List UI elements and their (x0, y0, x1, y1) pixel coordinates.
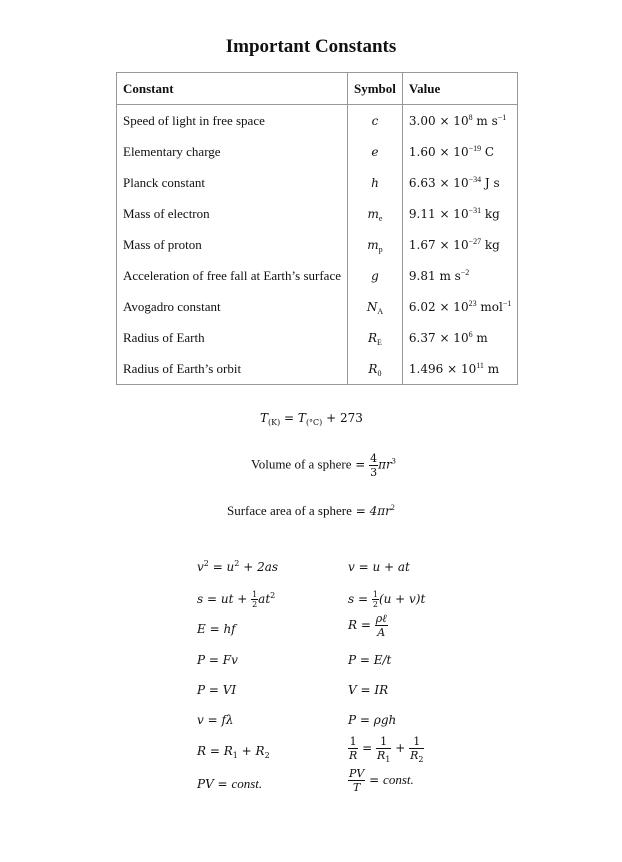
f6-a: R = (348, 618, 375, 632)
formula-ohm (348, 683, 388, 697)
table-row (117, 291, 518, 322)
table-row (117, 198, 518, 229)
volume-fraction (369, 452, 378, 479)
f16-b: const. (383, 772, 414, 787)
formula-power-vi (197, 683, 236, 697)
f14-d2: R (376, 749, 386, 762)
f16-num: PV (349, 767, 365, 780)
value-mantissa: 1.67 × 10 (408, 237, 469, 252)
table-row (117, 322, 518, 353)
header-value: Value (402, 73, 517, 105)
value-unit: J s (481, 175, 500, 190)
constant-value (402, 136, 517, 167)
f14-eq: = (358, 741, 376, 755)
kelvin-eq: = (280, 411, 298, 425)
value-exponent: −31 (468, 205, 482, 215)
f14-frac3 (409, 735, 424, 762)
symbol-letter: c (371, 113, 379, 128)
f6-den: A (377, 626, 386, 639)
kelvin-rhs: T (297, 411, 306, 425)
f3-a: s = ut + (197, 592, 252, 606)
value-mantissa: 9.81 m s (408, 268, 461, 283)
f1-a: v (197, 560, 204, 574)
value-mantissa: 3.00 × 10 (408, 113, 469, 128)
value-unit: kg (481, 237, 500, 252)
volume-tail: πr (378, 457, 392, 472)
table-row (117, 136, 518, 167)
f5-text: E = hf (197, 622, 236, 636)
f14-n2: 1 (376, 735, 391, 749)
value-exponent: 8 (468, 112, 473, 122)
volume-eq: = (351, 457, 370, 472)
symbol-subscript: E (377, 337, 382, 347)
f14-frac1 (348, 735, 358, 762)
table-row (117, 229, 518, 260)
f6-num: ρℓ (375, 612, 387, 625)
formula-power-et (348, 653, 391, 667)
f7-text: P = Fv (197, 653, 238, 667)
value-unit: kg (481, 206, 500, 221)
symbol-letter: e (371, 144, 379, 159)
constant-value (402, 291, 517, 322)
f16-eq: = (365, 773, 384, 787)
value-unit: m (483, 361, 500, 376)
f14-n1: 1 (349, 735, 357, 748)
constant-symbol (348, 105, 403, 137)
value-mantissa: 6.63 × 10 (408, 175, 469, 190)
constant-symbol (348, 229, 403, 260)
f14-frac2 (376, 735, 391, 762)
formula-volume (251, 452, 396, 479)
value-unit: mol (476, 299, 503, 314)
constant-name: Speed of light in free space (117, 105, 348, 137)
formula-suvat-1 (197, 560, 278, 574)
table-row (117, 260, 518, 291)
value-exponent: −27 (468, 236, 482, 246)
constant-value (402, 229, 517, 260)
symbol-letter: h (371, 175, 379, 190)
f4-num: 1 (372, 590, 378, 599)
f14-d2-wrap (376, 749, 391, 762)
kelvin-lhs-sub: (K) (268, 418, 281, 427)
formula-surface (227, 503, 395, 519)
table-header-row (117, 73, 518, 105)
f10-text: V = IR (348, 683, 389, 697)
f13-a: R = R (197, 744, 233, 758)
constant-name: Planck constant (117, 167, 348, 198)
f1-b: = u (208, 560, 235, 574)
f15-b: const. (231, 776, 263, 791)
f3-b: at (258, 592, 271, 606)
header-symbol: Symbol (348, 73, 403, 105)
f4-b: (u + v)t (378, 592, 426, 606)
symbol-letter: N (366, 299, 378, 314)
f16-den: T (353, 781, 361, 794)
f15-a: PV = (197, 777, 232, 791)
surface-exp: 2 (390, 503, 395, 512)
formula-suvat-2 (348, 560, 410, 574)
constant-name: Mass of proton (117, 229, 348, 260)
value-unit: m (472, 330, 488, 345)
constant-name: Radius of Earth’s orbit (117, 353, 348, 385)
f1-a-exp: 2 (203, 559, 209, 568)
f14-d3: R (410, 749, 419, 762)
value-unit: C (481, 144, 495, 159)
formula-suvat-3 (197, 590, 275, 609)
f3-b-exp: 2 (270, 591, 276, 600)
f6-fraction (375, 612, 388, 639)
formula-pressure (348, 713, 396, 727)
volume-exp: 3 (391, 456, 396, 466)
f12-text: P = ρgh (348, 713, 397, 727)
formula-suvat-4 (348, 590, 425, 609)
f4-a: s = (348, 592, 372, 606)
constant-name: Elementary charge (117, 136, 348, 167)
constant-symbol (348, 136, 403, 167)
value-mantissa: 9.11 × 10 (408, 206, 469, 221)
value-mantissa: 1.496 × 10 (408, 361, 477, 376)
value-exponent: −2 (460, 267, 470, 277)
symbol-letter: m (367, 206, 379, 221)
f9-text: P = VI (197, 683, 237, 697)
value-mantissa: 1.60 × 10 (408, 144, 469, 159)
formula-parallel-resistance (348, 735, 424, 762)
value-unit-exponent: −1 (497, 112, 507, 122)
symbol-letter: m (367, 237, 379, 252)
constant-symbol (348, 167, 403, 198)
value-exponent: −19 (468, 143, 482, 153)
formula-series-resistance (197, 744, 270, 758)
formula-power-fv (197, 653, 238, 667)
volume-num: 4 (370, 452, 378, 465)
f13-b: + R (237, 744, 265, 758)
formula-wave (197, 713, 234, 727)
f13-b-sub: 2 (264, 751, 270, 760)
f14-d2-sub: 1 (385, 755, 391, 764)
constant-symbol (348, 291, 403, 322)
surface-tail: 4πr (369, 504, 391, 518)
symbol-subscript: p (378, 244, 383, 254)
f14-n3: 1 (409, 735, 424, 749)
value-exponent: 23 (468, 298, 477, 308)
f1-c: + 2as (239, 560, 279, 574)
symbol-subscript: e (378, 213, 383, 223)
f14-plus: + (391, 741, 410, 755)
header-constant: Constant (117, 73, 348, 105)
constant-name: Avogadro constant (117, 291, 348, 322)
constant-name: Radius of Earth (117, 322, 348, 353)
constant-symbol (348, 260, 403, 291)
symbol-subscript: A (377, 306, 384, 316)
f11-text: v = fλ (197, 713, 234, 727)
table-row (117, 105, 518, 137)
constant-symbol (348, 322, 403, 353)
f4-den: 2 (372, 600, 378, 609)
surface-eq: = (351, 504, 370, 518)
volume-label: Volume of a sphere (251, 456, 352, 472)
value-unit: m s (472, 113, 498, 128)
volume-den: 3 (370, 466, 378, 479)
table-row (117, 167, 518, 198)
f16-fraction (348, 767, 365, 794)
f3-den: 2 (252, 600, 258, 609)
value-unit-exponent: −1 (502, 298, 512, 308)
value-mantissa: 6.02 × 10 (408, 299, 469, 314)
constant-value (402, 198, 517, 229)
f14-d1: R (349, 749, 358, 762)
f14-d3-sub: 2 (418, 755, 424, 764)
constant-value (402, 167, 517, 198)
constant-value (402, 322, 517, 353)
f4-fraction (372, 590, 379, 609)
symbol-letter: R (367, 330, 378, 345)
constant-value (402, 353, 517, 385)
table-row (117, 353, 518, 385)
constant-name: Mass of electron (117, 198, 348, 229)
f1-b-exp: 2 (234, 559, 240, 568)
constant-value (402, 105, 517, 137)
formula-energy-photon (197, 622, 236, 636)
kelvin-rhs-sub: (°C) (305, 418, 323, 427)
f8-text: P = E/t (348, 653, 392, 667)
value-mantissa: 6.37 × 10 (408, 330, 469, 345)
formula-ideal-gas (348, 767, 414, 794)
constant-symbol (348, 198, 403, 229)
constants-table (116, 72, 518, 385)
constant-name: Acceleration of free fall at Earth’s surface (117, 260, 348, 291)
formula-resistivity (348, 612, 388, 639)
symbol-subscript: 0 (377, 368, 382, 378)
kelvin-tail: + 273 (322, 411, 363, 425)
f3-num: 1 (252, 590, 258, 599)
f14-d3-wrap (409, 749, 424, 762)
formula-kelvin (260, 410, 363, 426)
value-exponent: 11 (476, 360, 484, 370)
symbol-letter: R (368, 361, 378, 376)
kelvin-lhs: T (260, 411, 269, 425)
surface-label: Surface area of a sphere (227, 503, 352, 518)
f13-a-sub: 1 (232, 751, 238, 760)
page-title: Important Constants (225, 36, 397, 57)
value-exponent: 6 (468, 329, 473, 339)
symbol-letter: g (371, 268, 379, 283)
formula-boyle (197, 776, 262, 792)
constant-symbol (348, 353, 403, 385)
f2-text: v = u + at (348, 560, 410, 574)
constant-value (402, 260, 517, 291)
value-exponent: −34 (468, 174, 482, 184)
